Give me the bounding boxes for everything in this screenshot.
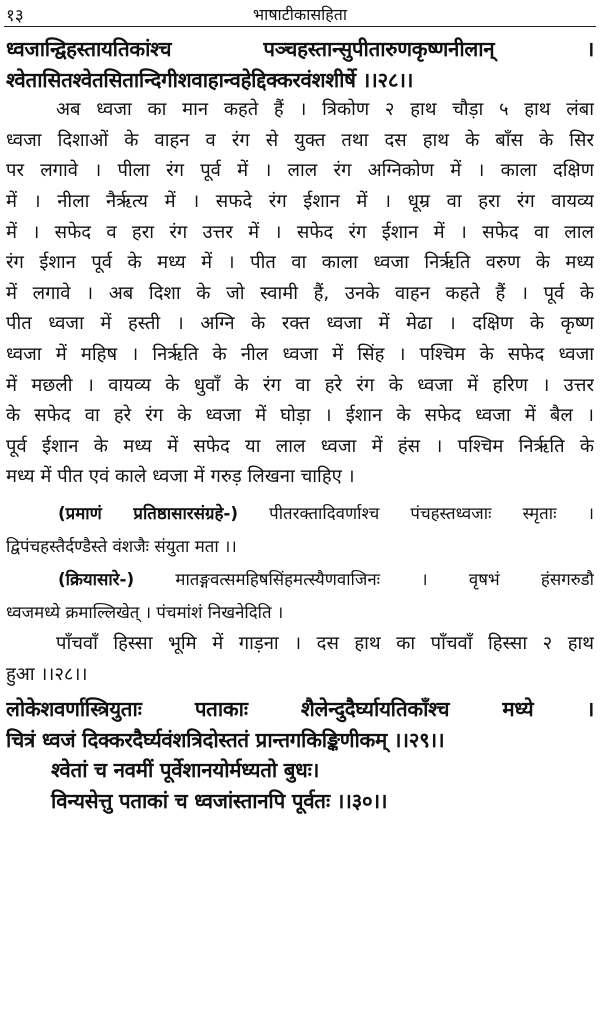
quote-line: ध्वजमध्ये क्रमाल्लिखेत् । पंचमांशं निखनेदिति । bbox=[6, 601, 284, 622]
quote-text: मातङ्गवत्समहिषसिंहमत्स्यैणवाजिनः । वृषभं हंसगरुडौ bbox=[134, 568, 594, 589]
commentary-28-continued bbox=[6, 629, 594, 690]
commentary-line: में मछली । वायव्य के धुवाँ के रंग वा हरे रंग के ध्वजा में हरिण । उत्तर bbox=[6, 374, 594, 396]
commentary-line: पाँचवाँ हिस्सा भूमि में गाड़ना । दस हाथ का पाँचवाँ हिस्सा २ हाथ bbox=[56, 632, 594, 654]
commentary-line: ध्वजा में महिष । निर्ऋति के नील ध्वजा में सिंह । पश्चिम के सफेद ध्वजा bbox=[6, 343, 594, 365]
quotation-kriyasara bbox=[6, 563, 594, 629]
commentary-line: ध्वजा दिशाओं के वाहन व रंग से युक्त तथा दस हाथ के बाँस के सिर bbox=[6, 129, 594, 151]
quote-line bbox=[6, 497, 594, 530]
quote-line bbox=[6, 563, 594, 596]
verse-line: विन्यसेत्तु पताकां च ध्वजांस्तानपि पूर्वतः ।।३०।। bbox=[51, 788, 388, 813]
commentary-line: मध्य में पीत एवं काले ध्वजा में गरुड़ लिखना चाहिए । bbox=[6, 466, 355, 488]
commentary-line: के सफेद वा हरे रंग के ध्वजा में घोड़ा । ईशान के सफेद ध्वजा में बैल । bbox=[6, 405, 594, 427]
commentary-line: रंग ईशान पूर्व के मध्य में । पीत वा काला ध्वजा निर्ऋति वरुण के मध्य bbox=[6, 252, 594, 274]
verse-line: श्वेतासितश्वेतसितान्दिगीशवाहान्वहेद्दिक्करवंशशीर्षे ।।२८।। bbox=[6, 67, 414, 92]
commentary-28 bbox=[6, 95, 594, 493]
verse-line: चित्रं ध्वजं दिक्करदैर्घ्यवंशत्रिदोस्ततं प्रान्तगकिङ्किणीकम् ।।२९।। bbox=[6, 727, 445, 752]
page-header bbox=[0, 0, 600, 28]
commentary-line: पूर्व ईशान के मध्य में सफेद या लाल ध्वजा में हंस । पश्चिम निर्ऋति के bbox=[6, 435, 594, 457]
verse-line: लोकेशवर्णास्त्रियुताः पताकाः शैलेन्दुदैर्घ्यायतिकाँश्च मध्ये । bbox=[6, 697, 594, 722]
commentary-line: पर लगावे । पीला रंग पूर्व में । लाल रंग अग्निकोण में । काला दक्षिण bbox=[6, 160, 594, 182]
verse-line: श्वेतां च नवमीं पूर्वेशानयोर्मध्यतो बुधः। bbox=[51, 758, 320, 783]
commentary-line: अब ध्वजा का मान कहते हैं । त्रिकोण २ हाथ चौड़ा ५ हाथ लंबा bbox=[56, 99, 594, 121]
quote-source: (प्रमाणं प्रतिष्ठासारसंग्रहे-) bbox=[58, 502, 239, 523]
quote-line: द्विपंचहस्तैर्दण्डैस्ते वंशजैः संयुता मता ।। bbox=[6, 535, 237, 556]
page-body bbox=[6, 34, 594, 816]
commentary-line: हुआ ।।२८।। bbox=[6, 663, 88, 685]
commentary-line: में लगावे । अब दिशा के जो स्वामी हैं, उनके वाहन कहते हैं । पूर्व के bbox=[6, 282, 594, 304]
quotation-pratishthasara bbox=[6, 497, 594, 563]
commentary-line: में । सफेद व हरा रंग उत्तर में । सफेद रंग ईशान में । सफेद वा लाल bbox=[6, 221, 594, 243]
verse-line: ध्वजान्द्विहस्तायतिकांश्च पञ्चहस्तान्सुपीतारुणकृष्णनीलान् । bbox=[6, 37, 594, 61]
verse-29 bbox=[6, 694, 594, 755]
commentary-line: पीत ध्वजा में हस्ती । अग्नि के रक्त ध्वजा में मेढा । दक्षिण के कृष्ण bbox=[6, 313, 594, 335]
header-rule bbox=[4, 26, 596, 27]
page-number: १३ bbox=[6, 6, 24, 26]
verse-30 bbox=[6, 755, 594, 816]
verse-28 bbox=[6, 34, 594, 95]
running-title: भाषाटीकासहिता bbox=[252, 5, 348, 24]
quote-text: पीतरक्तादिवर्णाश्च पंचहस्तध्वजाः स्मृताः । bbox=[238, 502, 594, 523]
commentary-line: में । नीला नैर्ऋत्य में । सफदे रंग ईशान में । धूम्र वा हरा रंग वायव्य bbox=[6, 190, 594, 212]
quote-source: (क्रियासारे-) bbox=[58, 568, 135, 589]
